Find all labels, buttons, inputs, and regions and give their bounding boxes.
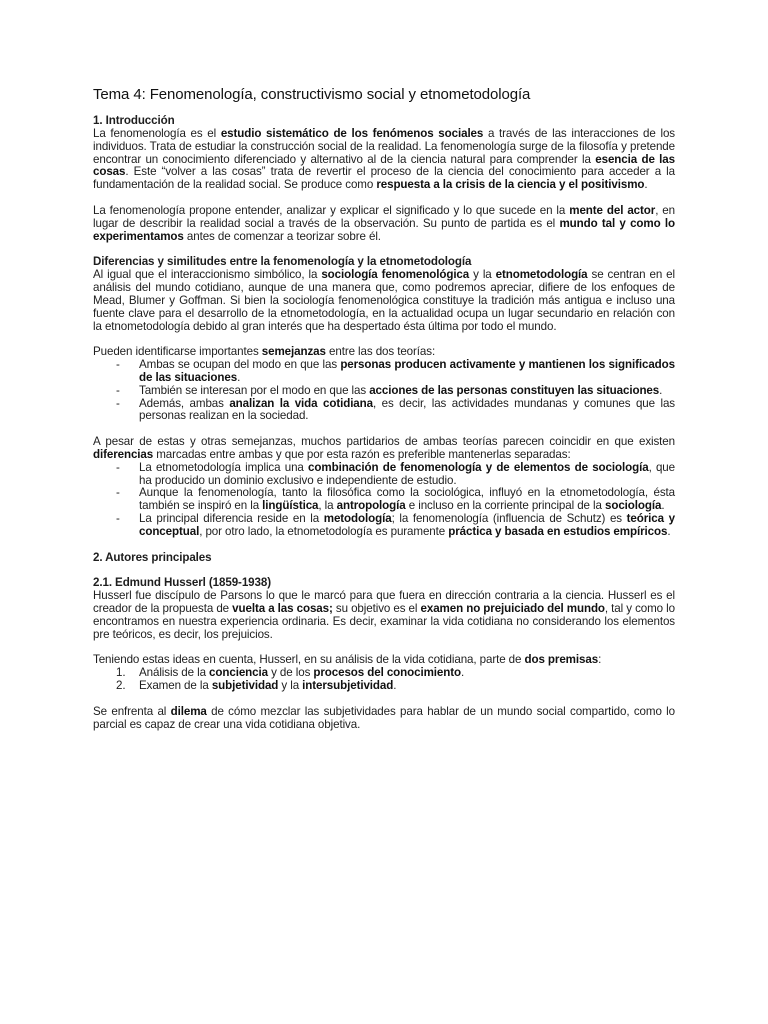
paragraph-dilema: Se enfrenta al dilema de cómo mezclar las subjetividades para hablar de un mundo social compartido, como lo parcial es capaz de crear una vida cotidiana objetiva. [93, 704, 675, 731]
bold-emphasis: conciencia [209, 666, 268, 680]
paragraph-diferencias: Al igual que el interaccionismo simbólico, la sociología fenomenológica y la etnometodología se centran en el análisis del mundo cotidiano, aunque de una manera que, como podremos apreciar, difiere de los enfoques de Mead, Blumer y Goffman. Si bien la sociología fenomenológica constituye la tradición más antigua e incluso una fuente clave para el desarrollo de la etnometodología, en la actualidad ocupa un lugar secundario en relación con la etnometodología debido al gran interés que ha despertado ésta última por todo el mundo. [93, 268, 676, 333]
bold-emphasis: vuelta a las cosas; [232, 602, 333, 616]
bold-emphasis: dos premisas [524, 653, 599, 667]
list-item: - La principal diferencia reside en la metodología; la fenomenología (influencia de Schutz) es teórica y conceptual, por otro lado, la etnometodología es puramente práctica y basada en estudios empíricos. [93, 513, 675, 539]
bold-emphasis: práctica y basada en estudios empíricos [448, 525, 668, 538]
list-number: 1. [116, 666, 126, 680]
list-item [93, 680, 675, 693]
bold-emphasis: etnometodología [495, 268, 588, 282]
section-heading-introduccion: 1. Introducción [93, 114, 175, 127]
bold-emphasis: dilema [170, 704, 207, 718]
list-item: - Además, ambas analizan la vida cotidiana, es decir, las actividades mundanas y comunes que las personas realizan en la sociedad. [93, 398, 675, 424]
bold-emphasis: respuesta a la crisis de la ciencia y el positivismo [376, 178, 645, 192]
section-heading-autores: 2. Autores principales [93, 550, 212, 564]
bold-emphasis: esencia de las cosas [93, 152, 676, 179]
bold-emphasis: intersubjetividad [302, 679, 394, 693]
bold-emphasis: sociología fenomenológica [321, 268, 470, 282]
paragraph-premisas-intro: Teniendo estas ideas en cuenta, Husserl, en su análisis de la vida cotidiana, parte de dos premisas: [93, 653, 602, 667]
bold-emphasis: procesos del conocimiento [313, 666, 461, 680]
page-title: Tema 4: Fenomenología, constructivismo social y etnometodología [93, 86, 531, 103]
bold-emphasis: metodología [323, 512, 392, 526]
bold-emphasis: analizan la vida cotidiana [229, 396, 373, 410]
list-number: 2. [116, 679, 126, 693]
paragraph-semejanzas-intro: Pueden identificarse importantes semejanzas entre las dos teorías: [93, 345, 436, 359]
bold-emphasis: lingüística [262, 499, 319, 513]
bold-emphasis: subjetividad [211, 679, 279, 693]
list-item: - La etnometodología implica una combinación de fenomenología y de elementos de sociología, que ha producido un dominio exclusivo e independiente de estudio. [93, 462, 675, 488]
document-body [93, 86, 675, 732]
paragraph-intro-1: La fenomenología es el estudio sistemático de los fenómenos sociales a través de las interacciones de los individuos. Trata de estudiar la construcción social de la realidad. La fenomenología surge de la filosofía y pretende encontrar un conocimiento diferenciado y alternativo al de la ciencia natural para comprender la esencia de las cosas. Este “volver a las cosas” trata de revertir el proceso de la ciencia del conocimiento para acceder a la fundamentación de la realidad social. Se produce como respuesta a la crisis de la ciencia y el positivismo. [93, 126, 676, 192]
bold-emphasis: teórica y conceptual [139, 512, 676, 538]
subsection-heading-diferencias: Diferencias y similitudes entre la fenomenología y la etnometodología [93, 255, 472, 269]
bold-emphasis: mente del actor [569, 203, 656, 217]
paragraph-diferencias-intro: A pesar de estas y otras semejanzas, muchos partidarios de ambas teorías parecen coincidir en que existen diferencias marcadas entre ambas y que por esta razón es preferible mantenerlas separadas: [93, 435, 675, 461]
bold-emphasis: semejanzas [261, 345, 326, 359]
subsection-heading-husserl: 2.1. Edmund Husserl (1859-1938) [93, 576, 271, 590]
semejanzas-list [93, 359, 675, 423]
bold-emphasis: antropología [336, 499, 406, 513]
bold-emphasis: examen no prejuiciado del mundo [420, 602, 605, 616]
bold-emphasis: acciones de las personas constituyen las situaciones [369, 383, 660, 397]
bold-emphasis: personas producen activamente y mantienen los significados de las situaciones [139, 358, 675, 384]
bold-emphasis: estudio sistemático de los fenómenos sociales [220, 126, 484, 140]
paragraph-husserl: Husserl fue discípulo de Parsons lo que le marcó para que fuera en dirección contraria a la ciencia. Husserl es el creador de la propuesta de vuelta a las cosas; su objetivo es el examen no prejuiciado del mundo, tal y como lo encontramos en nuestra experiencia ordinaria. Es decir, examinar la vida cotidiana no considerando los elementos pre teóricos, es decir, los prejuicios. [93, 589, 675, 641]
bold-emphasis: mundo tal y como lo experimentamos [93, 216, 675, 243]
diferencias-list [93, 462, 675, 539]
list-item-text: Análisis de la conciencia y de los procesos del conocimiento. [139, 666, 465, 680]
bold-emphasis: diferencias [93, 447, 154, 461]
list-item-text: Examen de la subjetividad y la intersubjetividad. [139, 679, 397, 693]
list-item: - Aunque la fenomenología, tanto la filosófica como la sociológica, influyó en la etnometodología, ésta también se inspiró en la lingüística, la antropología e incluso en la corriente principal de la sociología. [93, 487, 675, 513]
bold-emphasis: sociología [604, 499, 662, 513]
bold-emphasis: combinación de fenomenología y de elementos de sociología [308, 460, 649, 474]
list-item: - Ambas se ocupan del modo en que las personas producen activamente y mantienen los significados de las situaciones. [93, 359, 675, 385]
paragraph-intro-2: La fenomenología propone entender, analizar y explicar el significado y lo que sucede en la mente del actor, en lugar de describir la realidad social a través de la observación. Su punto de partida es el mundo tal y como lo experimentamos antes de comenzar a teorizar sobre él. [93, 203, 675, 243]
premisas-list [93, 667, 675, 693]
list-item: - También se interesan por el modo en que las acciones de las personas constituyen las situaciones. [93, 385, 675, 398]
